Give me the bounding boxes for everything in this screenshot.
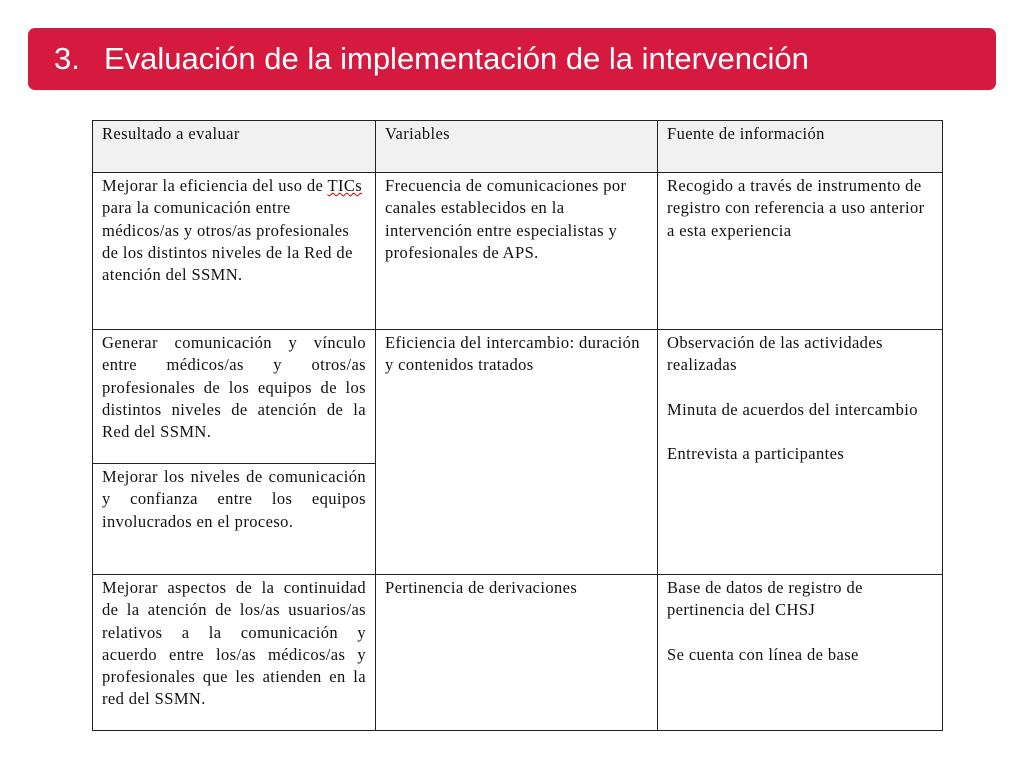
header-variables: Variables [376, 121, 658, 173]
evaluation-table [92, 120, 943, 731]
fuente-4-line-1: Base de datos de registro de pertinencia del CHSJ [667, 578, 863, 620]
cell-variable-1: Frecuencia de comunicaciones por canales establecidos en la intervención entre especialistas y profesionales de APS. [376, 173, 658, 330]
resultado-1-text-b: para la comunicación entre médicos/as y otros/as profesionales de los distintos niveles de la Red de atención del SSMN. [102, 198, 353, 285]
fuente-2-line-2: Minuta de acuerdos del intercambio [667, 399, 918, 419]
slide-title-bar [28, 28, 996, 90]
header-resultado: Resultado a evaluar [93, 121, 376, 173]
cell-variable-4: Pertinencia de derivaciones [376, 575, 658, 731]
fuente-2-line-1: Observación de las actividades realizadas [667, 333, 883, 375]
table-row [93, 330, 943, 464]
resultado-1-tics: TICs [327, 176, 363, 195]
cell-fuente-1: Recogido a través de instrumento de registro con referencia a uso anterior a esta experiencia [658, 173, 943, 330]
table-row [93, 575, 943, 731]
header-fuente: Fuente de información [658, 121, 943, 173]
fuente-2-line-3: Entrevista a participantes [667, 443, 845, 463]
fuente-4-line-2: Se cuenta con línea de base [667, 644, 859, 664]
slide-title-number: 3. [54, 41, 80, 76]
table-header-row [93, 121, 943, 173]
cell-resultado-3: Mejorar los niveles de comunicación y confianza entre los equipos involucrados en el proceso. [93, 464, 376, 575]
resultado-1-text-a: Mejorar la eficiencia del uso de [102, 176, 328, 195]
cell-resultado-1 [93, 173, 376, 330]
table-row [93, 173, 943, 330]
slide-title-text: Evaluación de la implementación de la intervención [104, 41, 809, 76]
cell-fuente-2 [658, 330, 943, 575]
cell-fuente-4 [658, 575, 943, 731]
cell-variable-2: Eficiencia del intercambio: duración y contenidos tratados [376, 330, 658, 575]
cell-resultado-2: Generar comunicación y vínculo entre médicos/as y otros/as profesionales de los equipos de los distintos niveles de atención de la Red del SSMN. [93, 330, 376, 464]
cell-resultado-4: Mejorar aspectos de la continuidad de la atención de los/as usuarios/as relativos a la comunicación y acuerdo entre los/as médicos/as y profesionales que les atienden en la red del SSMN. [93, 575, 376, 731]
